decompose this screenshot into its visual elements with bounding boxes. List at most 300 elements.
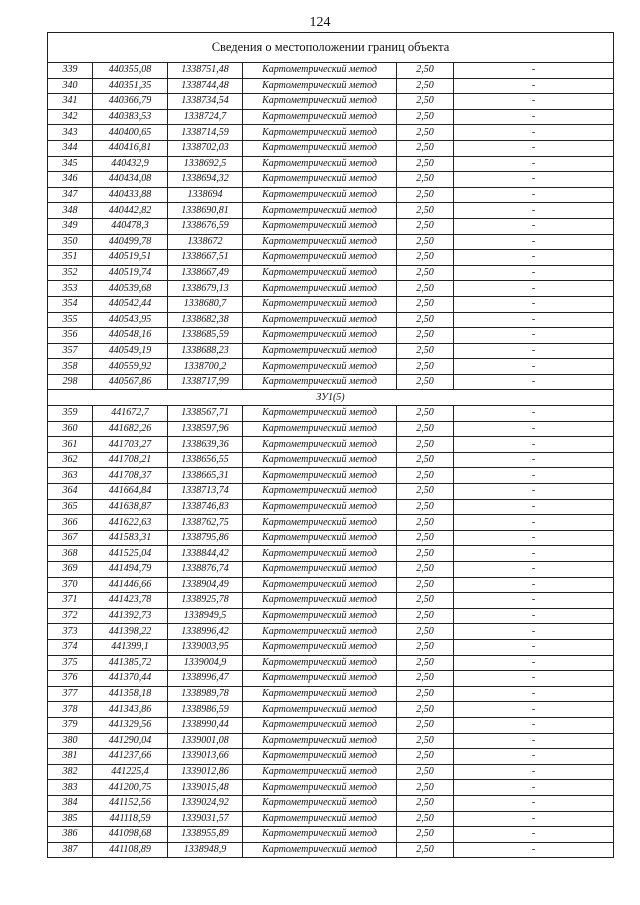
note-cell: - — [454, 468, 614, 484]
method-cell: Картометрический метод — [243, 671, 397, 687]
point-number-cell: 368 — [48, 546, 93, 562]
table-row — [48, 811, 614, 827]
coordinates-sheet — [47, 32, 613, 858]
x-coordinate-cell: 440548,16 — [93, 328, 168, 344]
note-cell: - — [454, 374, 614, 390]
point-number-cell: 385 — [48, 811, 93, 827]
table-row — [48, 374, 614, 390]
y-coordinate-cell: 1338714,59 — [168, 125, 243, 141]
y-coordinate-cell: 1338990,44 — [168, 717, 243, 733]
x-coordinate-cell: 441118,59 — [93, 811, 168, 827]
x-coordinate-cell: 441152,56 — [93, 795, 168, 811]
x-coordinate-cell: 441200,75 — [93, 780, 168, 796]
note-cell: - — [454, 515, 614, 531]
table-row — [48, 203, 614, 219]
note-cell: - — [454, 530, 614, 546]
y-coordinate-cell: 1338734,54 — [168, 94, 243, 110]
y-coordinate-cell: 1338724,7 — [168, 109, 243, 125]
y-coordinate-cell: 1338700,2 — [168, 359, 243, 375]
x-coordinate-cell: 441622,63 — [93, 515, 168, 531]
y-coordinate-cell: 1338597,96 — [168, 421, 243, 437]
accuracy-cell: 2,50 — [397, 406, 454, 422]
method-cell: Картометрический метод — [243, 312, 397, 328]
table-title-row — [48, 33, 614, 63]
method-cell: Картометрический метод — [243, 811, 397, 827]
method-cell: Картометрический метод — [243, 359, 397, 375]
note-cell: - — [454, 406, 614, 422]
accuracy-cell: 2,50 — [397, 78, 454, 94]
point-number-cell: 372 — [48, 608, 93, 624]
x-coordinate-cell: 440539,68 — [93, 281, 168, 297]
note-cell: - — [454, 749, 614, 765]
x-coordinate-cell: 440442,82 — [93, 203, 168, 219]
note-cell: - — [454, 125, 614, 141]
note-cell: - — [454, 639, 614, 655]
method-cell: Картометрический метод — [243, 234, 397, 250]
x-coordinate-cell: 440355,08 — [93, 63, 168, 79]
table-row — [48, 702, 614, 718]
accuracy-cell: 2,50 — [397, 172, 454, 188]
accuracy-cell: 2,50 — [397, 421, 454, 437]
point-number-cell: 386 — [48, 827, 93, 843]
accuracy-cell: 2,50 — [397, 250, 454, 266]
point-number-cell: 359 — [48, 406, 93, 422]
x-coordinate-cell: 440366,79 — [93, 94, 168, 110]
accuracy-cell: 2,50 — [397, 842, 454, 858]
note-cell: - — [454, 140, 614, 156]
table-row — [48, 281, 614, 297]
y-coordinate-cell: 1338690,81 — [168, 203, 243, 219]
note-cell: - — [454, 484, 614, 500]
table-row — [48, 172, 614, 188]
note-cell: - — [454, 764, 614, 780]
table-row — [48, 624, 614, 640]
table-row — [48, 795, 614, 811]
note-cell: - — [454, 842, 614, 858]
x-coordinate-cell: 441672,7 — [93, 406, 168, 422]
x-coordinate-cell: 441446,66 — [93, 577, 168, 593]
point-number-cell: 369 — [48, 562, 93, 578]
method-cell: Картометрический метод — [243, 172, 397, 188]
point-number-cell: 376 — [48, 671, 93, 687]
method-cell: Картометрический метод — [243, 749, 397, 765]
x-coordinate-cell: 440559,92 — [93, 359, 168, 375]
accuracy-cell: 2,50 — [397, 218, 454, 234]
x-coordinate-cell: 441708,21 — [93, 452, 168, 468]
table-row — [48, 312, 614, 328]
accuracy-cell: 2,50 — [397, 484, 454, 500]
page-number: 124 — [309, 15, 331, 30]
method-cell: Картометрический метод — [243, 593, 397, 609]
y-coordinate-cell: 1338996,47 — [168, 671, 243, 687]
x-coordinate-cell: 440432,9 — [93, 156, 168, 172]
note-cell: - — [454, 187, 614, 203]
accuracy-cell: 2,50 — [397, 452, 454, 468]
x-coordinate-cell: 441664,84 — [93, 484, 168, 500]
point-number-cell: 373 — [48, 624, 93, 640]
x-coordinate-cell: 441583,31 — [93, 530, 168, 546]
note-cell: - — [454, 717, 614, 733]
table-row — [48, 452, 614, 468]
note-cell: - — [454, 328, 614, 344]
accuracy-cell: 2,50 — [397, 281, 454, 297]
y-coordinate-cell: 1338948,9 — [168, 842, 243, 858]
point-number-cell: 381 — [48, 749, 93, 765]
accuracy-cell: 2,50 — [397, 686, 454, 702]
y-coordinate-cell: 1338713,74 — [168, 484, 243, 500]
x-coordinate-cell: 441494,79 — [93, 562, 168, 578]
point-number-cell: 380 — [48, 733, 93, 749]
accuracy-cell: 2,50 — [397, 577, 454, 593]
method-cell: Картометрический метод — [243, 406, 397, 422]
method-cell: Картометрический метод — [243, 499, 397, 515]
accuracy-cell: 2,50 — [397, 811, 454, 827]
table-row — [48, 296, 614, 312]
note-cell: - — [454, 421, 614, 437]
accuracy-cell: 2,50 — [397, 140, 454, 156]
table-row — [48, 406, 614, 422]
point-number-cell: 348 — [48, 203, 93, 219]
x-coordinate-cell: 441370,44 — [93, 671, 168, 687]
section-label: ЗУ1(5) — [48, 390, 614, 406]
method-cell: Картометрический метод — [243, 639, 397, 655]
x-coordinate-cell: 440519,51 — [93, 250, 168, 266]
note-cell: - — [454, 686, 614, 702]
point-number-cell: 350 — [48, 234, 93, 250]
point-number-cell: 364 — [48, 484, 93, 500]
method-cell: Картометрический метод — [243, 484, 397, 500]
note-cell: - — [454, 562, 614, 578]
accuracy-cell: 2,50 — [397, 827, 454, 843]
x-coordinate-cell: 440542,44 — [93, 296, 168, 312]
accuracy-cell: 2,50 — [397, 655, 454, 671]
method-cell: Картометрический метод — [243, 140, 397, 156]
x-coordinate-cell: 441708,37 — [93, 468, 168, 484]
x-coordinate-cell: 441225,4 — [93, 764, 168, 780]
accuracy-cell: 2,50 — [397, 437, 454, 453]
accuracy-cell: 2,50 — [397, 530, 454, 546]
x-coordinate-cell: 440519,74 — [93, 265, 168, 281]
y-coordinate-cell: 1338955,89 — [168, 827, 243, 843]
note-cell: - — [454, 702, 614, 718]
method-cell: Картометрический метод — [243, 733, 397, 749]
point-number-cell: 343 — [48, 125, 93, 141]
point-number-cell: 383 — [48, 780, 93, 796]
y-coordinate-cell: 1338692,5 — [168, 156, 243, 172]
table-row — [48, 484, 614, 500]
boundary-coordinates-table — [47, 32, 614, 858]
table-row — [48, 671, 614, 687]
y-coordinate-cell: 1338694 — [168, 187, 243, 203]
accuracy-cell: 2,50 — [397, 468, 454, 484]
table-row — [48, 437, 614, 453]
table-row — [48, 78, 614, 94]
accuracy-cell: 2,50 — [397, 156, 454, 172]
y-coordinate-cell: 1338904,49 — [168, 577, 243, 593]
y-coordinate-cell: 1338679,13 — [168, 281, 243, 297]
x-coordinate-cell: 440351,35 — [93, 78, 168, 94]
point-number-cell: 355 — [48, 312, 93, 328]
accuracy-cell: 2,50 — [397, 265, 454, 281]
y-coordinate-cell: 1338694,32 — [168, 172, 243, 188]
method-cell: Картометрический метод — [243, 452, 397, 468]
y-coordinate-cell: 1338680,7 — [168, 296, 243, 312]
y-coordinate-cell: 1338925,78 — [168, 593, 243, 609]
point-number-cell: 358 — [48, 359, 93, 375]
table-row — [48, 156, 614, 172]
method-cell: Картометрический метод — [243, 125, 397, 141]
note-cell: - — [454, 608, 614, 624]
x-coordinate-cell: 440383,53 — [93, 109, 168, 125]
y-coordinate-cell: 1338746,83 — [168, 499, 243, 515]
x-coordinate-cell: 440416,81 — [93, 140, 168, 156]
method-cell: Картометрический метод — [243, 655, 397, 671]
table-row — [48, 328, 614, 344]
point-number-cell: 362 — [48, 452, 93, 468]
note-cell: - — [454, 156, 614, 172]
note-cell: - — [454, 437, 614, 453]
method-cell: Картометрический метод — [243, 577, 397, 593]
note-cell: - — [454, 234, 614, 250]
method-cell: Картометрический метод — [243, 624, 397, 640]
method-cell: Картометрический метод — [243, 795, 397, 811]
accuracy-cell: 2,50 — [397, 593, 454, 609]
note-cell: - — [454, 203, 614, 219]
table-row — [48, 717, 614, 733]
point-number-cell: 366 — [48, 515, 93, 531]
note-cell: - — [454, 827, 614, 843]
x-coordinate-cell: 441682,26 — [93, 421, 168, 437]
accuracy-cell: 2,50 — [397, 795, 454, 811]
method-cell: Картометрический метод — [243, 187, 397, 203]
method-cell: Картометрический метод — [243, 608, 397, 624]
table-row — [48, 546, 614, 562]
accuracy-cell: 2,50 — [397, 374, 454, 390]
x-coordinate-cell: 440478,3 — [93, 218, 168, 234]
table-row — [48, 827, 614, 843]
method-cell: Картометрический метод — [243, 296, 397, 312]
point-number-cell: 361 — [48, 437, 93, 453]
x-coordinate-cell: 441343,86 — [93, 702, 168, 718]
y-coordinate-cell: 1339024,92 — [168, 795, 243, 811]
y-coordinate-cell: 1338751,48 — [168, 63, 243, 79]
x-coordinate-cell: 440567,86 — [93, 374, 168, 390]
accuracy-cell: 2,50 — [397, 328, 454, 344]
accuracy-cell: 2,50 — [397, 671, 454, 687]
y-coordinate-cell: 1338986,59 — [168, 702, 243, 718]
y-coordinate-cell: 1338685,59 — [168, 328, 243, 344]
method-cell: Картометрический метод — [243, 265, 397, 281]
method-cell: Картометрический метод — [243, 374, 397, 390]
table-row — [48, 780, 614, 796]
x-coordinate-cell: 440543,95 — [93, 312, 168, 328]
x-coordinate-cell: 440433,88 — [93, 187, 168, 203]
point-number-cell: 379 — [48, 717, 93, 733]
point-number-cell: 384 — [48, 795, 93, 811]
method-cell: Картометрический метод — [243, 827, 397, 843]
accuracy-cell: 2,50 — [397, 203, 454, 219]
table-row — [48, 109, 614, 125]
note-cell: - — [454, 499, 614, 515]
method-cell: Картометрический метод — [243, 218, 397, 234]
method-cell: Картометрический метод — [243, 343, 397, 359]
note-cell: - — [454, 296, 614, 312]
table-row — [48, 187, 614, 203]
accuracy-cell: 2,50 — [397, 63, 454, 79]
table-row — [48, 265, 614, 281]
accuracy-cell: 2,50 — [397, 562, 454, 578]
x-coordinate-cell: 441423,78 — [93, 593, 168, 609]
point-number-cell: 374 — [48, 639, 93, 655]
point-number-cell: 354 — [48, 296, 93, 312]
accuracy-cell: 2,50 — [397, 624, 454, 640]
method-cell: Картометрический метод — [243, 94, 397, 110]
method-cell: Картометрический метод — [243, 421, 397, 437]
point-number-cell: 341 — [48, 94, 93, 110]
y-coordinate-cell: 1338876,74 — [168, 562, 243, 578]
y-coordinate-cell: 1338682,38 — [168, 312, 243, 328]
point-number-cell: 382 — [48, 764, 93, 780]
x-coordinate-cell: 440400,65 — [93, 125, 168, 141]
method-cell: Картометрический метод — [243, 109, 397, 125]
note-cell: - — [454, 218, 614, 234]
x-coordinate-cell: 440499,78 — [93, 234, 168, 250]
y-coordinate-cell: 1338676,59 — [168, 218, 243, 234]
point-number-cell: 353 — [48, 281, 93, 297]
table-row — [48, 562, 614, 578]
x-coordinate-cell: 441392,73 — [93, 608, 168, 624]
point-number-cell: 342 — [48, 109, 93, 125]
note-cell: - — [454, 795, 614, 811]
accuracy-cell: 2,50 — [397, 109, 454, 125]
table-row — [48, 94, 614, 110]
method-cell: Картометрический метод — [243, 437, 397, 453]
accuracy-cell: 2,50 — [397, 343, 454, 359]
x-coordinate-cell: 441525,04 — [93, 546, 168, 562]
y-coordinate-cell: 1338639,36 — [168, 437, 243, 453]
table-row — [48, 468, 614, 484]
method-cell: Картометрический метод — [243, 546, 397, 562]
table-row — [48, 63, 614, 79]
method-cell: Картометрический метод — [243, 468, 397, 484]
note-cell: - — [454, 94, 614, 110]
method-cell: Картометрический метод — [243, 515, 397, 531]
method-cell: Картометрический метод — [243, 281, 397, 297]
method-cell: Картометрический метод — [243, 686, 397, 702]
table-row — [48, 359, 614, 375]
point-number-cell: 347 — [48, 187, 93, 203]
y-coordinate-cell: 1338656,55 — [168, 452, 243, 468]
accuracy-cell: 2,50 — [397, 749, 454, 765]
method-cell: Картометрический метод — [243, 203, 397, 219]
point-number-cell: 351 — [48, 250, 93, 266]
y-coordinate-cell: 1339015,48 — [168, 780, 243, 796]
point-number-cell: 387 — [48, 842, 93, 858]
accuracy-cell: 2,50 — [397, 125, 454, 141]
point-number-cell: 363 — [48, 468, 93, 484]
table-row — [48, 842, 614, 858]
method-cell: Картометрический метод — [243, 63, 397, 79]
y-coordinate-cell: 1338762,75 — [168, 515, 243, 531]
method-cell: Картометрический метод — [243, 717, 397, 733]
table-row — [48, 733, 614, 749]
y-coordinate-cell: 1339012,86 — [168, 764, 243, 780]
point-number-cell: 375 — [48, 655, 93, 671]
table-row — [48, 764, 614, 780]
y-coordinate-cell: 1338844,42 — [168, 546, 243, 562]
table-row — [48, 608, 614, 624]
point-number-cell: 378 — [48, 702, 93, 718]
method-cell: Картометрический метод — [243, 702, 397, 718]
table-title: Сведения о местоположении границ объекта — [48, 33, 614, 63]
point-number-cell: 298 — [48, 374, 93, 390]
x-coordinate-cell: 441399,1 — [93, 639, 168, 655]
table-row — [48, 530, 614, 546]
accuracy-cell: 2,50 — [397, 187, 454, 203]
y-coordinate-cell: 1339031,57 — [168, 811, 243, 827]
table-row — [48, 655, 614, 671]
accuracy-cell: 2,50 — [397, 296, 454, 312]
point-number-cell: 370 — [48, 577, 93, 593]
accuracy-cell: 2,50 — [397, 515, 454, 531]
accuracy-cell: 2,50 — [397, 764, 454, 780]
table-row — [48, 140, 614, 156]
point-number-cell: 377 — [48, 686, 93, 702]
point-number-cell: 339 — [48, 63, 93, 79]
x-coordinate-cell: 441703,27 — [93, 437, 168, 453]
x-coordinate-cell: 440549,19 — [93, 343, 168, 359]
y-coordinate-cell: 1339003,95 — [168, 639, 243, 655]
note-cell: - — [454, 359, 614, 375]
note-cell: - — [454, 624, 614, 640]
y-coordinate-cell: 1338702,03 — [168, 140, 243, 156]
table-row — [48, 639, 614, 655]
point-number-cell: 345 — [48, 156, 93, 172]
table-row — [48, 218, 614, 234]
x-coordinate-cell: 441098,68 — [93, 827, 168, 843]
method-cell: Картометрический метод — [243, 156, 397, 172]
table-row — [48, 577, 614, 593]
x-coordinate-cell: 441329,56 — [93, 717, 168, 733]
y-coordinate-cell: 1338667,49 — [168, 265, 243, 281]
accuracy-cell: 2,50 — [397, 234, 454, 250]
accuracy-cell: 2,50 — [397, 608, 454, 624]
method-cell: Картометрический метод — [243, 562, 397, 578]
table-row — [48, 234, 614, 250]
accuracy-cell: 2,50 — [397, 499, 454, 515]
note-cell: - — [454, 593, 614, 609]
note-cell: - — [454, 172, 614, 188]
x-coordinate-cell: 441237,66 — [93, 749, 168, 765]
accuracy-cell: 2,50 — [397, 94, 454, 110]
point-number-cell: 340 — [48, 78, 93, 94]
y-coordinate-cell: 1339013,66 — [168, 749, 243, 765]
note-cell: - — [454, 63, 614, 79]
note-cell: - — [454, 811, 614, 827]
note-cell: - — [454, 546, 614, 562]
method-cell: Картометрический метод — [243, 842, 397, 858]
y-coordinate-cell: 1338665,31 — [168, 468, 243, 484]
accuracy-cell: 2,50 — [397, 546, 454, 562]
note-cell: - — [454, 655, 614, 671]
y-coordinate-cell: 1338717,99 — [168, 374, 243, 390]
accuracy-cell: 2,50 — [397, 359, 454, 375]
note-cell: - — [454, 250, 614, 266]
note-cell: - — [454, 109, 614, 125]
note-cell: - — [454, 343, 614, 359]
y-coordinate-cell: 1338667,51 — [168, 250, 243, 266]
y-coordinate-cell: 1338567,71 — [168, 406, 243, 422]
